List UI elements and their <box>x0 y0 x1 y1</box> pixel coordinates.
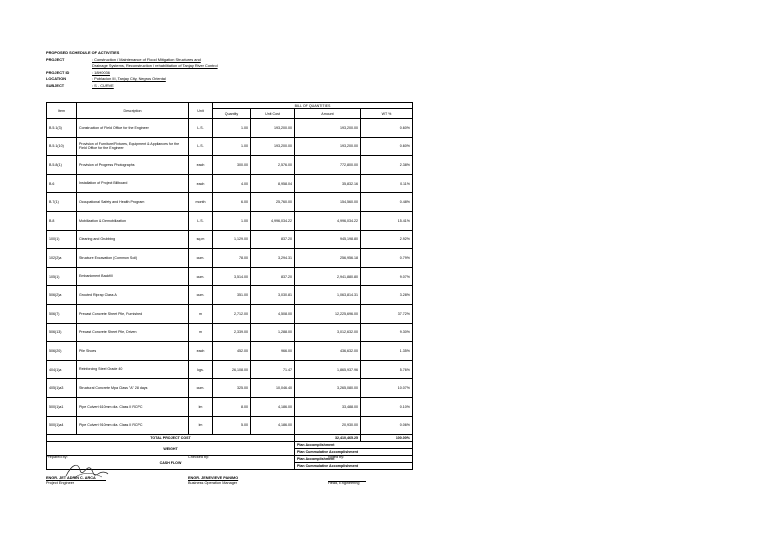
cell-quantity: 2,339.00 <box>213 323 251 342</box>
cell-quantity: 452.00 <box>213 342 251 361</box>
cell-unit: L.S. <box>189 211 213 230</box>
cell-amount: 945,198.80 <box>295 230 361 249</box>
cell-amount: 256,956.18 <box>295 249 361 268</box>
cell-description: Precast Concrete Sheet Pile, Driven <box>77 323 189 342</box>
cell-item: B.5.8(1) <box>47 156 77 175</box>
weight-row-1 <box>47 442 413 449</box>
cell-item: 404(1)a <box>47 360 77 379</box>
cell-description: Precast Concrete Sheet Pile, Furnished <box>77 304 189 323</box>
cell-quantity: 300.00 <box>213 156 251 175</box>
table-row <box>47 156 413 175</box>
cell-quantity: 351.00 <box>213 286 251 305</box>
checked-name: ENGR. JENEVIEVE PANIMO <box>188 476 239 480</box>
cell-description: Reinforcing Steel Grade 40 <box>77 360 189 379</box>
cell-amount: 1,063,814.31 <box>295 286 361 305</box>
cell-unit-cost: 4,996,034.22 <box>251 211 295 230</box>
cell-wt: 15.41% <box>361 211 413 230</box>
cell-unit: cum. <box>189 249 213 268</box>
cell-unit-cost: 4,508.00 <box>251 304 295 323</box>
subject-label: SUBJECT <box>46 82 65 88</box>
col-header-quantity: Quantity <box>213 109 251 119</box>
cell-description: Mobilization & Demobilization <box>77 211 189 230</box>
cell-quantity: 1.00 <box>213 119 251 138</box>
total-label: TOTAL PROJECT COST <box>47 435 295 442</box>
cell-item: 405(1)a3 <box>47 379 77 398</box>
weight-label: WEIGHT <box>47 442 295 456</box>
cell-description: Occupational Safety and Health Program <box>77 193 189 212</box>
cell-item: 500(1)a4 <box>47 416 77 435</box>
noted-title: Head, Engineering <box>328 481 360 485</box>
document-header <box>46 50 218 89</box>
location-value: : Poblacion III, Tanjay City, Negros Oriental <box>92 76 166 81</box>
col-header-wt: WT % <box>361 109 413 119</box>
cell-wt: 5.76% <box>361 360 413 379</box>
cell-item: B.8 <box>47 211 77 230</box>
cell-wt: 0.60% <box>361 119 413 138</box>
prepared-name: ENGR. JET ADRIN C. ARCA <box>46 476 96 480</box>
subject-value: : S - CURVE <box>92 82 114 88</box>
cell-description: Provision of Progress Photographs <box>77 156 189 175</box>
table-row <box>47 174 413 193</box>
cell-quantity: 5.00 <box>213 416 251 435</box>
cell-amount: 193,200.00 <box>295 119 361 138</box>
col-header-item: Item <box>47 103 77 119</box>
project-label: PROJECT <box>46 56 65 62</box>
cell-amount: 4,996,034.22 <box>295 211 361 230</box>
cell-quantity: 78.00 <box>213 249 251 268</box>
cell-wt: 2.92% <box>361 230 413 249</box>
cell-amount: 772,800.00 <box>295 156 361 175</box>
cell-wt: 0.60% <box>361 137 413 156</box>
table-row <box>47 211 413 230</box>
cell-item: 506(20) <box>47 342 77 361</box>
cell-unit-cost: 10,046.40 <box>251 379 295 398</box>
table-row <box>47 193 413 212</box>
table-row <box>47 249 413 268</box>
cell-item: 506(13) <box>47 323 77 342</box>
cell-unit-cost: 4,186.00 <box>251 416 295 435</box>
checked-title: Business Operation Manager <box>188 481 238 485</box>
cell-unit: m <box>189 323 213 342</box>
total-row <box>47 435 413 442</box>
prepared-block <box>46 476 96 486</box>
table-row <box>47 230 413 249</box>
document-title: PROPOSED SCHEDULE OF ACTIVITIES <box>46 50 120 55</box>
cell-quantity: 4.00 <box>213 174 251 193</box>
cell-quantity: 1.00 <box>213 137 251 156</box>
table-row <box>47 323 413 342</box>
cell-unit: cum. <box>189 379 213 398</box>
cell-wt: 9.07% <box>361 267 413 286</box>
cashflow-label: CASH FLOW <box>47 456 295 470</box>
cell-quantity: 8.00 <box>213 397 251 416</box>
prepared-label: Prepared by: <box>46 455 68 459</box>
location-label: LOCATION <box>46 76 67 81</box>
cell-unit-cost: 837.20 <box>251 230 295 249</box>
cell-item: 500(1)a1 <box>47 397 77 416</box>
cell-unit: L.S. <box>189 119 213 138</box>
cell-unit-cost: 193,200.00 <box>251 119 295 138</box>
cell-unit-cost: 25,760.00 <box>251 193 295 212</box>
cell-wt: 3.28% <box>361 286 413 305</box>
prepared-title: Project Engineer <box>46 481 75 485</box>
table-row <box>47 119 413 138</box>
cell-amount: 2,941,880.80 <box>295 267 361 286</box>
cell-amount: 193,200.00 <box>295 137 361 156</box>
cell-item: 100(1) <box>47 230 77 249</box>
table-row <box>47 267 413 286</box>
cell-wt: 10.07% <box>361 379 413 398</box>
cell-unit: cum. <box>189 286 213 305</box>
table-row <box>47 360 413 379</box>
cell-quantity: 2,712.00 <box>213 304 251 323</box>
cell-unit: lm <box>189 397 213 416</box>
table-row <box>47 286 413 305</box>
cell-item: B.6 <box>47 174 77 193</box>
cell-unit-cost: 3,030.81 <box>251 286 295 305</box>
col-header-amount: Amount <box>295 109 361 119</box>
col-header-description: Description <box>77 103 189 119</box>
cell-amount: 35,832.16 <box>295 174 361 193</box>
table-row <box>47 304 413 323</box>
cell-amount: 154,560.00 <box>295 193 361 212</box>
cell-unit: each <box>189 174 213 193</box>
cell-wt: 0.10% <box>361 397 413 416</box>
noted-label: Noted by: <box>328 455 345 459</box>
cell-unit-cost: 2,576.00 <box>251 156 295 175</box>
table-row <box>47 137 413 156</box>
cell-unit: kgs. <box>189 360 213 379</box>
table-row <box>47 397 413 416</box>
cell-quantity: 325.00 <box>213 379 251 398</box>
project-id-value: : 18H0036 <box>92 69 110 75</box>
cell-quantity: 1.00 <box>213 211 251 230</box>
project-value-line2: Drainage Systems, Reconstruction / rehabilitation of Tanjay River Control <box>92 63 218 68</box>
cashflow-plan-accomplishment: Plan Accomplishment <box>295 456 413 463</box>
cell-unit: sq.m <box>189 230 213 249</box>
cell-item: B.7(1) <box>47 193 77 212</box>
cell-item: B.5.1(10) <box>47 137 77 156</box>
schedule-rows <box>47 119 413 435</box>
cell-wt: 1.35% <box>361 342 413 361</box>
cell-description: Provision of Furniture/Fixtures, Equipment & Appliances for the Field Office for the Engineer <box>77 137 189 156</box>
col-header-unit: Unit <box>189 103 213 119</box>
cashflow-plan-cumulative: Plan Cummulative Accomplishment <box>295 463 413 470</box>
schedule-table <box>46 102 413 470</box>
cell-description: Grouted Riprap Class A <box>77 286 189 305</box>
cell-unit-cost: 193,200.00 <box>251 137 295 156</box>
cell-wt: 0.06% <box>361 416 413 435</box>
table-row <box>47 342 413 361</box>
cell-quantity: 1,129.00 <box>213 230 251 249</box>
col-header-unit-cost: Unit Cost <box>251 109 295 119</box>
cell-item: 102(2)a <box>47 249 77 268</box>
cell-item: 105(1) <box>47 267 77 286</box>
table-row <box>47 416 413 435</box>
cell-description: Clearing and Grubbing <box>77 230 189 249</box>
cell-unit: lm <box>189 416 213 435</box>
total-wt: 100.00% <box>361 435 413 442</box>
checked-label: Checked by: <box>188 455 210 459</box>
cell-unit-cost: 8,958.04 <box>251 174 295 193</box>
cell-description: Structural Concrete Mpa Class "A" 28 days <box>77 379 189 398</box>
table-row <box>47 379 413 398</box>
checked-block <box>188 476 238 486</box>
cell-description: Pile Shoes <box>77 342 189 361</box>
cell-wt: 0.79% <box>361 249 413 268</box>
cell-unit: each <box>189 342 213 361</box>
project-value-line1: : Construction / Maintenance of Flood Mitigation Structures and <box>92 56 201 62</box>
cell-unit: each <box>189 156 213 175</box>
col-header-boq: BILL OF QUANTITIES <box>213 103 413 109</box>
cell-wt: 37.72% <box>361 304 413 323</box>
cell-unit-cost: 71.47 <box>251 360 295 379</box>
cell-unit-cost: 837.20 <box>251 267 295 286</box>
cell-unit-cost: 1,288.00 <box>251 323 295 342</box>
total-amount: 32,410,465.25 <box>295 435 361 442</box>
cell-amount: 436,632.00 <box>295 342 361 361</box>
cell-amount: 3,265,080.00 <box>295 379 361 398</box>
cell-unit-cost: 3,294.31 <box>251 249 295 268</box>
cell-description: Installation of Project Billboard <box>77 174 189 193</box>
cell-quantity: 6.00 <box>213 193 251 212</box>
cell-item: B.5.1(3) <box>47 119 77 138</box>
cell-unit: month <box>189 193 213 212</box>
cell-unit-cost: 4,186.00 <box>251 397 295 416</box>
subject-row <box>46 83 218 90</box>
weight-plan-accomplishment: Plan Accomplishment <box>295 442 413 449</box>
cell-amount: 12,225,696.00 <box>295 304 361 323</box>
cell-quantity: 26,108.00 <box>213 360 251 379</box>
project-id-label: PROJECT ID <box>46 69 70 75</box>
cell-wt: 9.30% <box>361 323 413 342</box>
cell-description: Pipe Culvert 910mm dia. Class II RCPC <box>77 416 189 435</box>
cell-description: Structure Excavation (Common Soil) <box>77 249 189 268</box>
cell-amount: 20,930.00 <box>295 416 361 435</box>
cell-description: Embankment Backfill <box>77 267 189 286</box>
cell-unit: m <box>189 304 213 323</box>
cell-unit-cost: 966.00 <box>251 342 295 361</box>
weight-plan-cumulative: Plan Cummulative Accomplishment <box>295 449 413 456</box>
cell-wt: 2.38% <box>361 156 413 175</box>
cell-amount: 1,865,937.96 <box>295 360 361 379</box>
cell-wt: 0.48% <box>361 193 413 212</box>
cell-description: Pipe Culvert 610mm dia. Class II RCPC <box>77 397 189 416</box>
cell-quantity: 3,514.00 <box>213 267 251 286</box>
cell-unit: L.S. <box>189 137 213 156</box>
cell-item: 506(7) <box>47 304 77 323</box>
cell-unit: cum. <box>189 267 213 286</box>
cell-amount: 33,488.00 <box>295 397 361 416</box>
cell-item: 506(2)a <box>47 286 77 305</box>
cell-wt: 0.11% <box>361 174 413 193</box>
cell-description: Construction of Field Office for the Engineer <box>77 119 189 138</box>
cell-amount: 3,012,632.00 <box>295 323 361 342</box>
